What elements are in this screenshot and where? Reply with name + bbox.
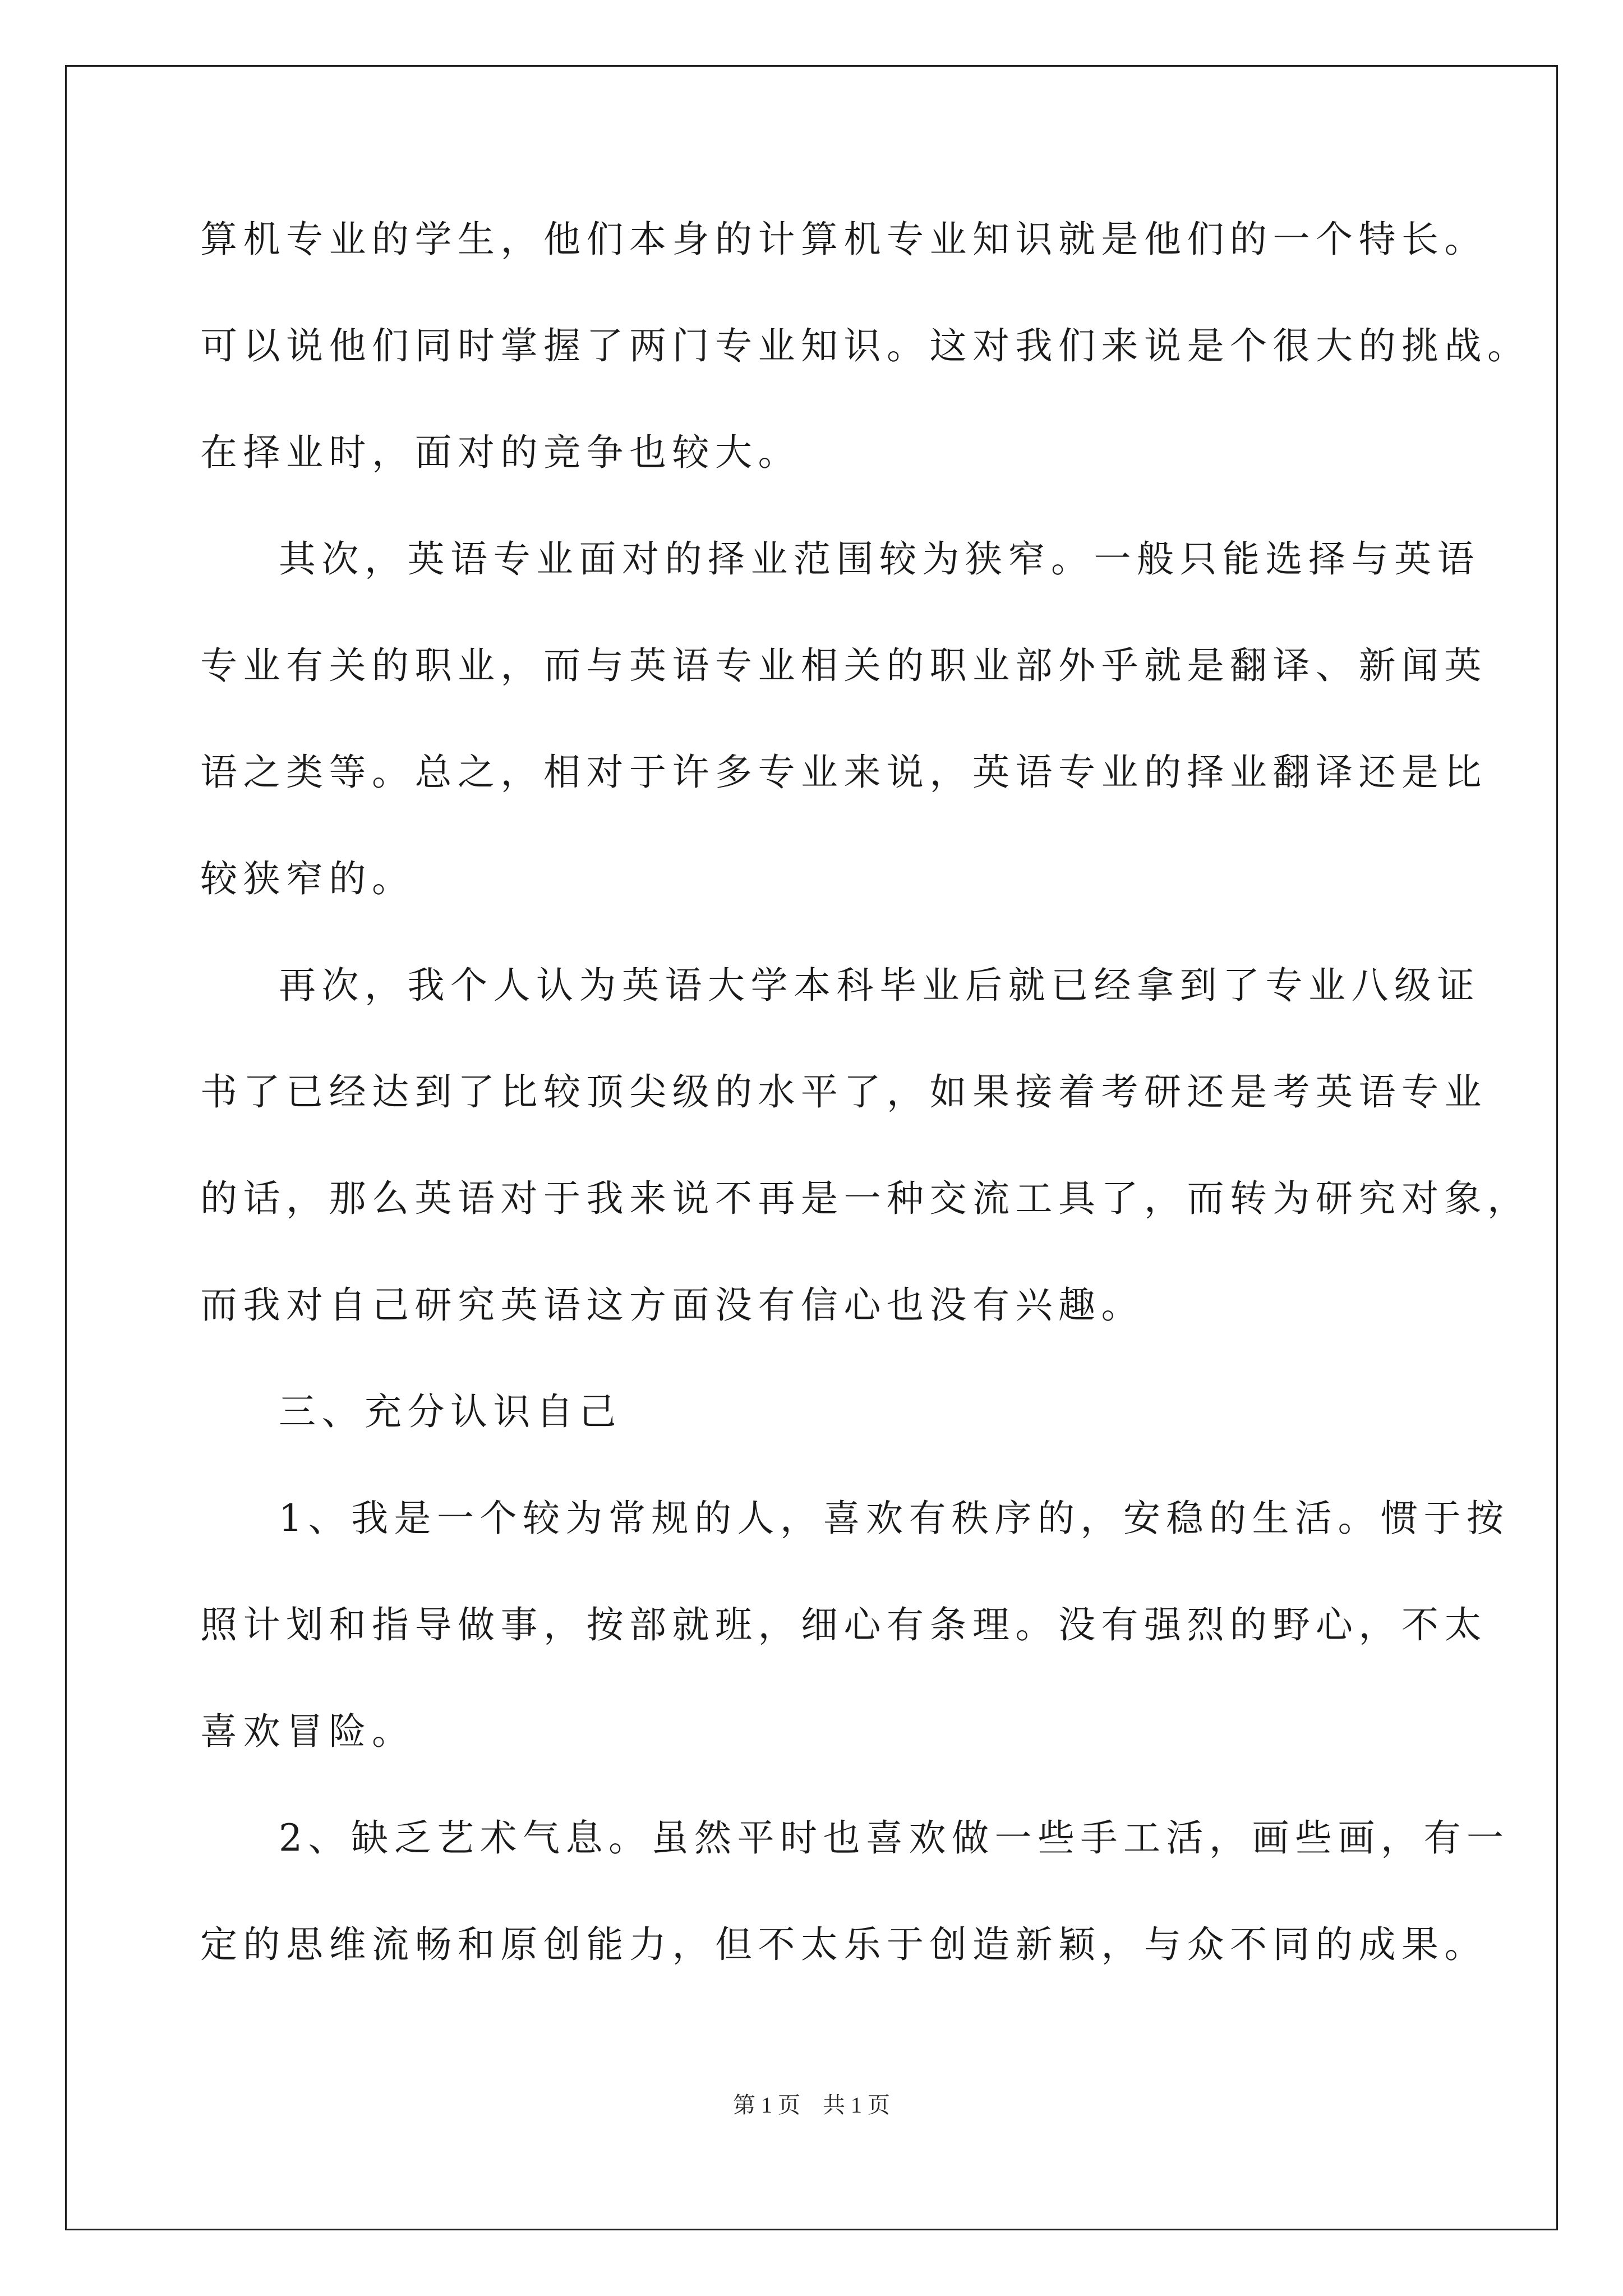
text-line: 而我对自己研究英语这方面没有信心也没有兴趣。 [200,1283,1144,1327]
text-line: 书了已经达到了比较顶尖级的水平了，如果接着考研还是考英语专业 [200,1070,1487,1114]
text-line: 语之类等。总之，相对于许多专业来说，英语专业的择业翻译还是比 [200,751,1487,794]
paragraph-start-line: 其次，英语专业面对的择业范围较为狭窄。一般只能选择与英语 [279,537,1480,581]
text-line: 喜欢冒险。 [200,1710,415,1753]
page-number-footer: 第 1 页 共 1 页 [733,2092,890,2118]
text-line: 较狭窄的。 [200,857,415,900]
text-line: 定的思维流畅和原创能力，但不太乐于创造新颖，与众不同的成果。 [200,1923,1487,1966]
text-line: 的话，那么英语对于我来说不再是一种交流工具了，而转为研究对象， [200,1177,1530,1220]
section-heading: 三、充分认识自己 [279,1390,622,1433]
text-line: 在择业时，面对的竞争也较大。 [200,431,801,474]
list-item-start-line: 1、我是一个较为常规的人，喜欢有秩序的，安稳的生活。惯于按 [279,1497,1510,1540]
text-line: 照计划和指导做事，按部就班，细心有条理。没有强烈的野心，不太 [200,1603,1487,1646]
text-line: 专业有关的职业，而与英语专业相关的职业部外乎就是翻译、新闻英 [200,644,1487,687]
page-border [65,65,1558,2230]
text-line: 算机专业的学生，他们本身的计算机专业知识就是他们的一个特长。 [200,218,1487,261]
list-item-start-line: 2、缺乏艺术气息。虽然平时也喜欢做一些手工活，画些画，有一 [279,1816,1510,1860]
text-line: 可以说他们同时掌握了两门专业知识。这对我们来说是个很大的挑战。 [200,324,1530,367]
paragraph-start-line: 再次，我个人认为英语大学本科毕业后就已经拿到了专业八级证 [279,964,1480,1007]
